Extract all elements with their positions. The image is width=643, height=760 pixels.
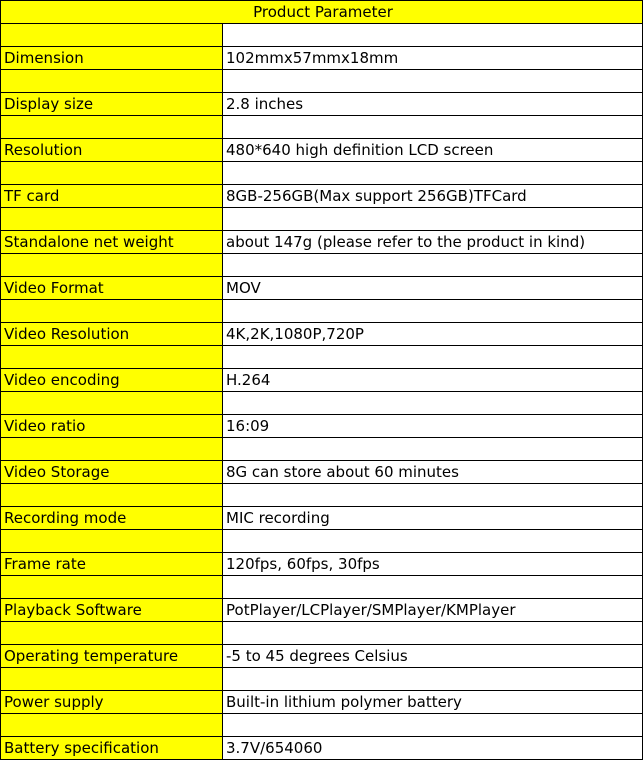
param-label: Battery specification <box>1 737 223 760</box>
param-value: 102mmx57mmx18mm <box>223 47 643 70</box>
table-row <box>1 139 643 162</box>
spacer-label-cell <box>1 208 223 231</box>
spacer-row <box>1 254 643 277</box>
param-value: Built-in lithium polymer battery <box>223 691 643 714</box>
spacer-row <box>1 576 643 599</box>
spacer-value-cell <box>223 392 643 415</box>
param-label: Video Storage <box>1 461 223 484</box>
table-row <box>1 185 643 208</box>
spacer-value-cell <box>223 576 643 599</box>
table-row <box>1 645 643 668</box>
param-value: 480*640 high definition LCD screen <box>223 139 643 162</box>
spacer-value-cell <box>223 162 643 185</box>
param-label: Operating temperature <box>1 645 223 668</box>
param-value: 8G can store about 60 minutes <box>223 461 643 484</box>
param-value: MIC recording <box>223 507 643 530</box>
param-label: Frame rate <box>1 553 223 576</box>
spacer-row <box>1 392 643 415</box>
param-label: Video encoding <box>1 369 223 392</box>
spacer-label-cell <box>1 346 223 369</box>
param-value: 2.8 inches <box>223 93 643 116</box>
spacer-label-cell <box>1 392 223 415</box>
param-label: Video Resolution <box>1 323 223 346</box>
spacer-value-cell <box>223 116 643 139</box>
spacer-label-cell <box>1 576 223 599</box>
table-row <box>1 599 643 622</box>
spacer-value-cell <box>223 714 643 737</box>
table-title: Product Parameter <box>1 1 643 24</box>
table-row <box>1 415 643 438</box>
table-row <box>1 737 643 760</box>
param-value: 4K,2K,1080P,720P <box>223 323 643 346</box>
param-label: TF card <box>1 185 223 208</box>
param-label: Resolution <box>1 139 223 162</box>
param-value: PotPlayer/LCPlayer/SMPlayer/KMPlayer <box>223 599 643 622</box>
table-row <box>1 507 643 530</box>
param-value: 120fps, 60fps, 30fps <box>223 553 643 576</box>
spacer-row <box>1 714 643 737</box>
spacer-value-cell <box>223 300 643 323</box>
spacer-row <box>1 162 643 185</box>
spacer-label-cell <box>1 530 223 553</box>
spacer-row <box>1 300 643 323</box>
spacer-label-cell <box>1 162 223 185</box>
table-row <box>1 231 643 254</box>
spacer-value-cell <box>223 208 643 231</box>
table-row <box>1 691 643 714</box>
param-label: Power supply <box>1 691 223 714</box>
spacer-row <box>1 116 643 139</box>
param-value: H.264 <box>223 369 643 392</box>
spacer-value-cell <box>223 668 643 691</box>
table-row <box>1 47 643 70</box>
param-label: Standalone net weight <box>1 231 223 254</box>
spacer-row <box>1 668 643 691</box>
spacer-value-cell <box>223 484 643 507</box>
spacer-row <box>1 438 643 461</box>
table-row <box>1 93 643 116</box>
spacer-row <box>1 530 643 553</box>
spacer-row <box>1 346 643 369</box>
spacer-value-cell <box>223 24 643 47</box>
spacer-row <box>1 24 643 47</box>
spacer-label-cell <box>1 300 223 323</box>
param-label: Display size <box>1 93 223 116</box>
spacer-row <box>1 70 643 93</box>
spacer-label-cell <box>1 484 223 507</box>
spacer-label-cell <box>1 622 223 645</box>
spacer-value-cell <box>223 622 643 645</box>
spacer-label-cell <box>1 70 223 93</box>
param-value: 8GB-256GB(Max support 256GB)TFCard <box>223 185 643 208</box>
table-row <box>1 277 643 300</box>
spacer-label-cell <box>1 668 223 691</box>
table-row <box>1 553 643 576</box>
spacer-label-cell <box>1 254 223 277</box>
param-value: MOV <box>223 277 643 300</box>
param-label: Dimension <box>1 47 223 70</box>
spacer-row <box>1 208 643 231</box>
table-row <box>1 323 643 346</box>
spacer-label-cell <box>1 116 223 139</box>
spacer-value-cell <box>223 438 643 461</box>
spacer-value-cell <box>223 530 643 553</box>
spacer-value-cell <box>223 70 643 93</box>
param-label: Video ratio <box>1 415 223 438</box>
param-label: Video Format <box>1 277 223 300</box>
spacer-label-cell <box>1 24 223 47</box>
spacer-label-cell <box>1 438 223 461</box>
param-value: about 147g (please refer to the product in kind) <box>223 231 643 254</box>
param-value: -5 to 45 degrees Celsius <box>223 645 643 668</box>
spacer-value-cell <box>223 254 643 277</box>
param-value: 3.7V/654060 <box>223 737 643 760</box>
title-row <box>1 1 643 24</box>
table-row <box>1 369 643 392</box>
table-row <box>1 461 643 484</box>
param-label: Playback Software <box>1 599 223 622</box>
spacer-row <box>1 622 643 645</box>
spacer-label-cell <box>1 714 223 737</box>
param-value: 16:09 <box>223 415 643 438</box>
spacer-value-cell <box>223 346 643 369</box>
param-label: Recording mode <box>1 507 223 530</box>
spacer-row <box>1 484 643 507</box>
